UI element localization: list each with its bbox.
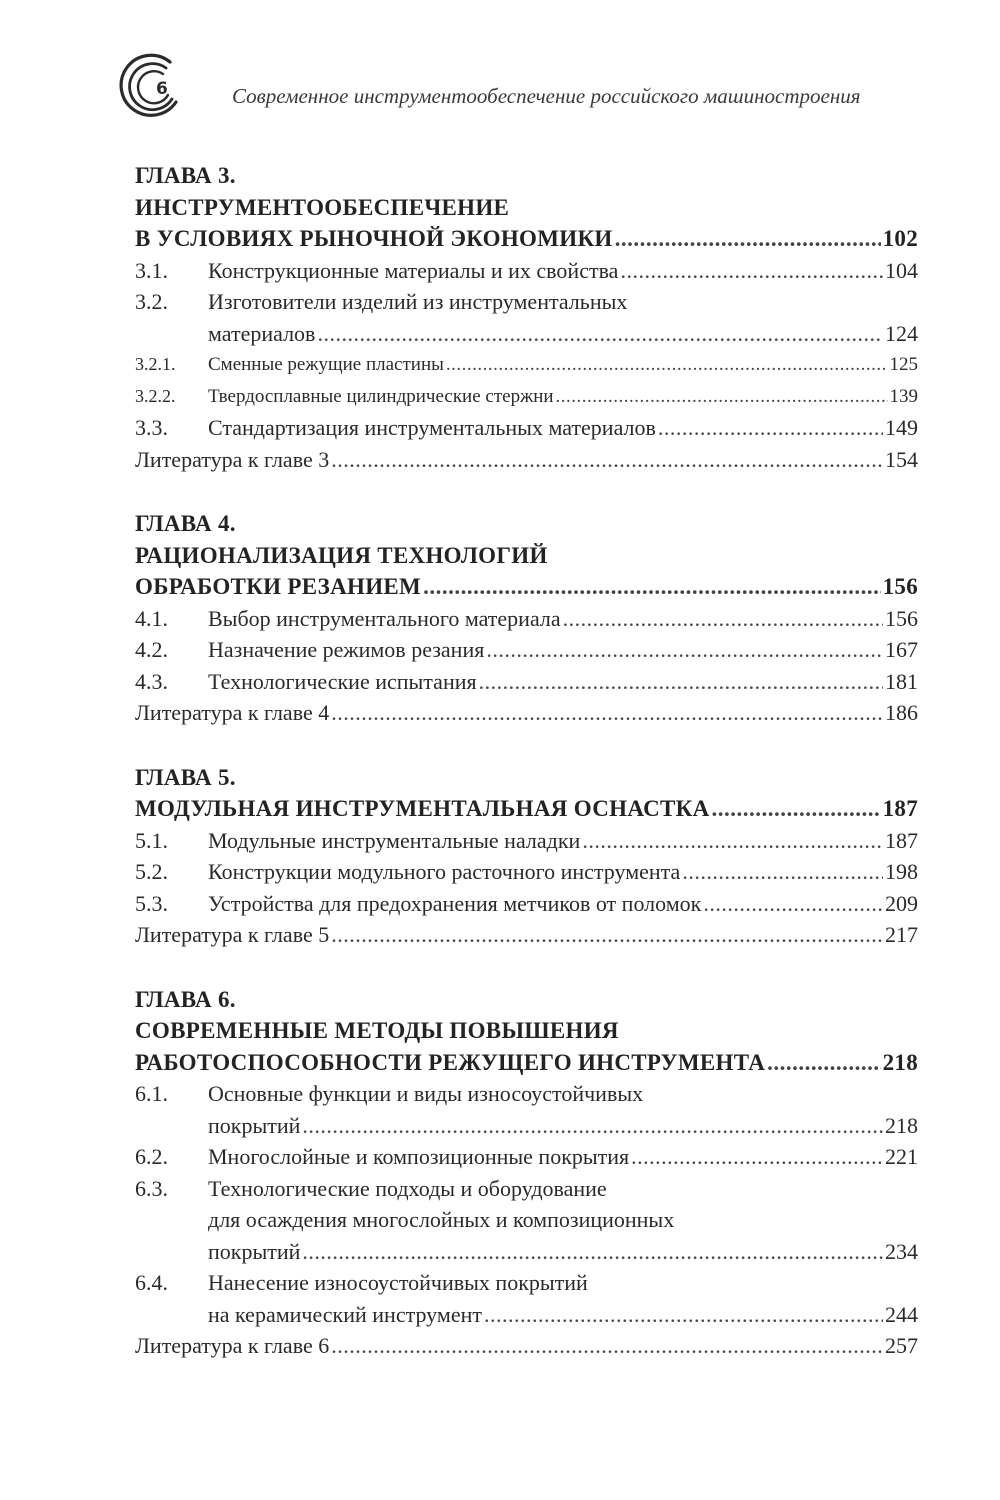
logo-number: 6: [156, 79, 168, 99]
section-number: 3.2.2.: [135, 385, 176, 406]
page-number: 156: [885, 605, 918, 631]
page-number: 167: [885, 637, 918, 662]
chapter-6: [135, 984, 918, 1362]
section-title: Основные функции и виды износоустойчивых: [208, 1081, 644, 1106]
chapter-label: ГЛАВА 5.: [135, 764, 236, 790]
page-number: 149: [885, 415, 918, 440]
dot-leader: [486, 634, 883, 666]
dot-leader: [556, 381, 888, 413]
section-number: 6.4.: [135, 1270, 168, 1295]
dot-leader: [631, 1141, 883, 1173]
page-number: 124: [885, 320, 918, 346]
toc-entry[interactable]: [135, 888, 918, 920]
literature-entry[interactable]: [135, 444, 918, 476]
toc-entry[interactable]: [135, 666, 918, 698]
publisher-logo: [118, 50, 188, 120]
chapter-label: ГЛАВА 3.: [135, 163, 236, 188]
toc-entry[interactable]: [135, 825, 918, 857]
dot-leader: [484, 1299, 883, 1331]
chapter-title-row[interactable]: [135, 793, 918, 825]
section-title: Нанесение износоустойчивых покрытий: [208, 1270, 588, 1295]
dot-leader: [712, 793, 881, 825]
toc-entry[interactable]: [135, 1267, 918, 1299]
page-number: 125: [889, 354, 918, 375]
chapter-title: В УСЛОВИЯХ РЫНОЧНОЙ ЭКОНОМИКИ: [135, 226, 613, 251]
chapter-title: РАЦИОНАЛИЗАЦИЯ ТЕХНОЛОГИЙ: [135, 542, 548, 568]
page-number: 154: [885, 446, 918, 472]
toc-entry-continuation[interactable]: [135, 1236, 918, 1268]
page-number: 186: [885, 700, 918, 725]
section-title: Конструкции модульного расточного инструмента: [208, 859, 681, 884]
dot-leader: [479, 666, 883, 698]
section-number: 3.1.: [135, 257, 168, 283]
dot-leader: [302, 1110, 883, 1142]
toc-entry[interactable]: [135, 634, 918, 666]
literature-title: Литература к главе 5: [135, 922, 330, 947]
chapter-title: ОБРАБОТКИ РЕЗАНИЕМ: [135, 574, 422, 599]
toc-entry[interactable]: [135, 1078, 918, 1110]
dot-leader: [331, 919, 883, 951]
chapter-title: СОВРЕМЕННЫЕ МЕТОДЫ ПОВЫШЕНИЯ: [135, 1018, 619, 1043]
section-number: 4.2.: [135, 637, 168, 662]
page-number: 244: [885, 1301, 918, 1327]
dot-leader: [682, 856, 883, 888]
page-number: 198: [885, 859, 918, 884]
section-title: Изготовители изделий из инструментальных: [208, 289, 628, 314]
section-number: 5.1.: [135, 827, 168, 853]
dot-leader: [423, 571, 881, 603]
chapter-title: ИНСТРУМЕНТООБЕСПЕЧЕНИЕ: [135, 194, 510, 220]
section-title: Многослойные и композиционные покрытия: [208, 1144, 630, 1169]
toc-entry[interactable]: [135, 1173, 918, 1205]
chapter-title-row[interactable]: [135, 223, 918, 255]
page-number: 234: [885, 1238, 918, 1264]
page-number: 102: [882, 226, 918, 251]
chapter-title-row[interactable]: [135, 1047, 918, 1079]
section-title: Сменные режущие пластины: [208, 354, 444, 375]
page-number: 217: [885, 922, 918, 947]
section-number: 3.2.: [135, 289, 168, 314]
chapter-title-row[interactable]: [135, 571, 918, 603]
toc-entry[interactable]: [135, 1141, 918, 1173]
dot-leader: [582, 825, 883, 857]
section-number: 4.1.: [135, 605, 168, 631]
section-number: 6.3.: [135, 1175, 168, 1201]
section-title: Стандартизация инструментальных материалов: [208, 415, 656, 440]
section-number: 5.3.: [135, 890, 168, 916]
page-number: 139: [889, 385, 918, 407]
chapter-5: [135, 762, 918, 951]
section-title: Устройства для предохранения метчиков от поломок: [208, 890, 702, 916]
section-number: 4.3.: [135, 668, 168, 694]
section-title: Выбор инструментального материала: [208, 605, 561, 631]
page-number: 218: [885, 1112, 918, 1138]
dot-leader: [563, 603, 883, 635]
toc-entry[interactable]: [135, 381, 918, 413]
dot-leader: [615, 223, 881, 255]
toc-entry[interactable]: [135, 286, 918, 318]
toc-entry[interactable]: [135, 412, 918, 444]
dot-leader: [302, 1236, 883, 1268]
section-number: 6.2.: [135, 1144, 168, 1169]
section-title: Конструкционные материалы и их свойства: [208, 257, 619, 283]
dot-leader: [703, 888, 883, 920]
dot-leader: [446, 349, 888, 381]
toc-entry-continuation[interactable]: [135, 1299, 918, 1331]
section-number: 3.3.: [135, 415, 168, 440]
page-number: 221: [885, 1144, 918, 1169]
section-number: 3.2.1.: [135, 354, 176, 374]
page-number: 218: [882, 1049, 918, 1075]
page-number: 209: [885, 890, 918, 916]
dot-leader: [331, 444, 883, 476]
dot-leader: [620, 255, 883, 287]
toc-entry[interactable]: [135, 856, 918, 888]
section-title: Твердосплавные цилиндрические стержни: [208, 385, 554, 407]
chapter-4: [135, 508, 918, 729]
table-of-contents: [135, 160, 918, 1395]
page-number: 257: [885, 1333, 918, 1358]
page-number: 156: [882, 574, 918, 599]
dot-leader: [331, 1330, 883, 1362]
section-title: материалов: [208, 320, 316, 346]
section-number: 6.1.: [135, 1081, 168, 1106]
section-title: Технологические испытания: [208, 668, 477, 694]
section-title: Назначение режимов резания: [208, 637, 485, 662]
section-title: покрытий: [208, 1112, 301, 1138]
page-number: 181: [885, 668, 918, 694]
literature-entry[interactable]: [135, 697, 918, 729]
literature-entry[interactable]: [135, 919, 918, 951]
section-number: 5.2.: [135, 859, 168, 884]
literature-title: Литература к главе 6: [135, 1333, 330, 1358]
chapter-label: ГЛАВА 6.: [135, 986, 236, 1012]
dot-leader: [331, 697, 883, 729]
page-number: 104: [885, 257, 918, 283]
page-number: 187: [882, 796, 918, 821]
section-title: на керамический инструмент: [208, 1301, 482, 1327]
toc-entry-continuation[interactable]: [135, 318, 918, 350]
running-title: Современное инструментообеспечение российского машиностроения: [232, 84, 861, 108]
page-number: 187: [885, 827, 918, 853]
chapter-title: РАБОТОСПОСОБНОСТИ РЕЖУЩЕГО ИНСТРУМЕНТА: [135, 1049, 766, 1075]
dot-leader: [317, 318, 883, 350]
chapter-title: МОДУЛЬНАЯ ИНСТРУМЕНТАЛЬНАЯ ОСНАСТКА: [135, 796, 710, 821]
literature-title: Литература к главе 3: [135, 446, 330, 472]
dot-leader: [767, 1047, 880, 1079]
chapter-3: [135, 160, 918, 475]
chapter-label: ГЛАВА 4.: [135, 511, 236, 536]
dot-leader: [658, 412, 883, 444]
toc-entry-continuation[interactable]: [135, 1110, 918, 1142]
toc-entry[interactable]: [135, 349, 918, 381]
section-title: покрытий: [208, 1238, 301, 1264]
section-title: Модульные инструментальные наладки: [208, 827, 581, 853]
toc-entry[interactable]: [135, 255, 918, 287]
literature-title: Литература к главе 4: [135, 700, 330, 725]
literature-entry[interactable]: [135, 1330, 918, 1362]
toc-entry[interactable]: [135, 603, 918, 635]
toc-entry-continuation: для осаждения многослойных и композиционных: [208, 1207, 675, 1232]
section-title: Технологические подходы и оборудование: [208, 1175, 607, 1201]
